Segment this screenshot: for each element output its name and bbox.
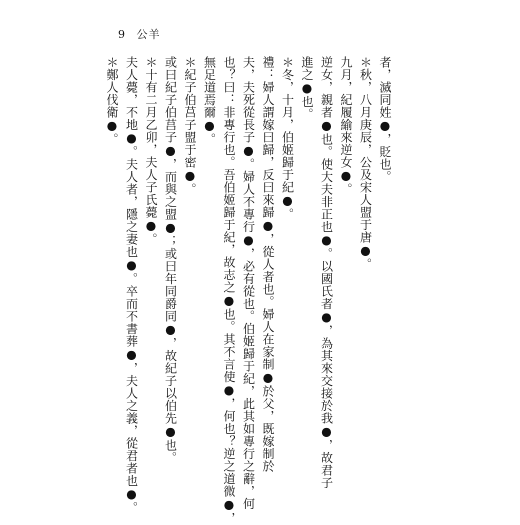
page-number: 9 [118, 28, 126, 41]
text-column: 夫，夫死從長子●。婦人不專行●，必有從也。伯姬歸于紀，此其如專行之辭，何 [241, 56, 256, 510]
text-column: 者，滅同姓●，貶也。 [378, 56, 392, 183]
text-column: ＊紀子伯莒子盟于密●。 [183, 56, 197, 196]
text-column: ＊秋，八月庚辰，公及宋人盟于唐●。 [358, 56, 373, 271]
text-column: 無足道焉爾●。 [202, 56, 217, 146]
text-column: 夫人薨，不地●。夫人者，隱之妻也●。卒而不書葬●，夫人之義，從君者也●。 [124, 56, 139, 514]
text-column: ＊冬，十月，伯姬歸于紀●。 [280, 56, 295, 221]
text-column: 或曰紀子伯莒子●，而與之盟●；或曰年同爵同●，故紀子以伯先●也。 [163, 56, 178, 464]
text-column: 禮：婦人謂嫁曰歸，反曰來歸●，從人者也。婦人在家制●於父，既嫁制於 [261, 56, 275, 473]
book-title: 公羊 [136, 28, 161, 41]
text-column: 九月，紀履緰來逆女●。 [339, 56, 353, 196]
text-column: 逆女，親者●也。使大夫非正也●。以國氏者●，為其來交接於我●，故君子 [319, 56, 334, 489]
vertical-text-body [102, 56, 395, 525]
text-column: ＊十有二月乙卯，夫人子氏薨●。 [144, 56, 158, 246]
text-column: 進之●也。 [300, 56, 314, 121]
text-column: ＊鄭人伐衛●。 [105, 56, 119, 146]
page-header [118, 26, 161, 42]
text-column: 也？曰：非專行也。吾伯姬歸于紀，故志之●也。其不言使●，何也？逆之道微●， [222, 56, 236, 525]
